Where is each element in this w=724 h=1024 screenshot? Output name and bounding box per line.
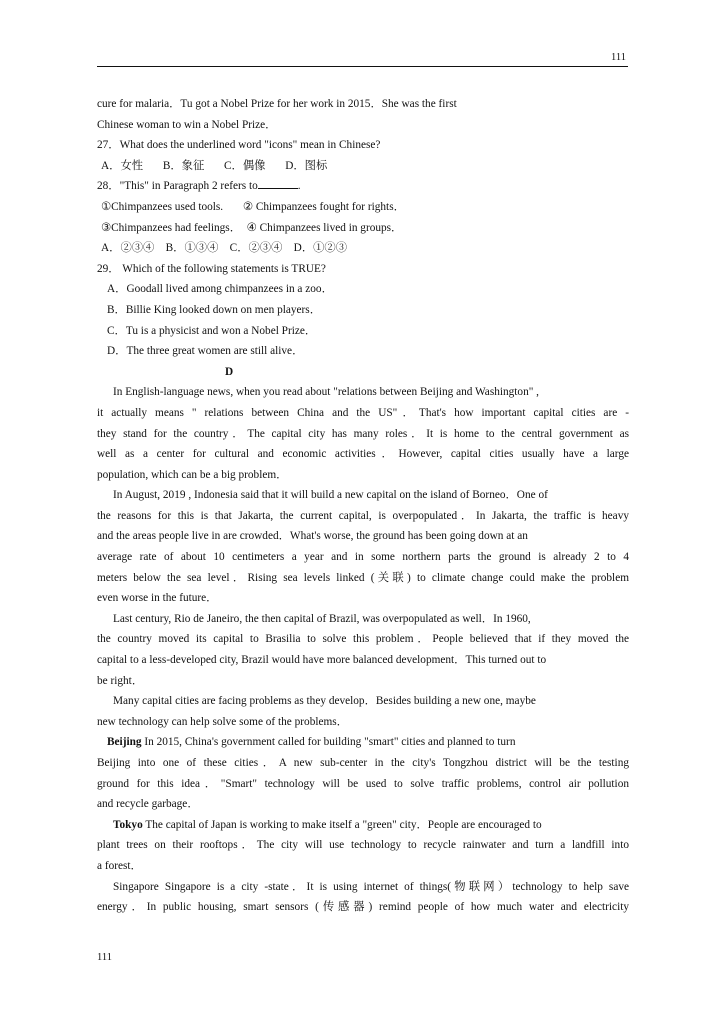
paragraph-line: even worse in the future． — [97, 592, 218, 605]
paragraph-line: ground for this idea．"Smart" technology will be used to solve traffic problems, control air pollution — [97, 777, 629, 790]
question-27: 27．What does the underlined word "icons" mean in Chinese? — [97, 139, 381, 152]
text-line: Chinese woman to win a Nobel Prize． — [97, 118, 277, 131]
question-28-statement-row: ③Chimpanzees had feelings． ④ Chimpanzees lived in groups． — [101, 221, 403, 234]
section-heading: D — [225, 365, 234, 378]
answer-blank — [258, 176, 298, 189]
question-28-text: 28．"This" in Paragraph 2 refers to — [97, 180, 258, 193]
footer-page-number: 111 — [97, 952, 112, 963]
paragraph-line: the reasons for this is that Jakarta, the current capital, is overpopulated．In Jakarta, the traffic is heavy — [97, 509, 629, 522]
question-29-option-d: D．The three great women are still alive． — [107, 345, 304, 358]
header-page-number: 111 — [611, 52, 626, 63]
text-line: cure for malaria．Tu got a Nobel Prize for her work in 2015．She was the first — [97, 98, 457, 110]
question-27-options: A．女性 B．象征 C．偶像 D．图标 — [101, 159, 328, 172]
paragraph-line: Singapore Singapore is a city -state．It is using internet of things(物联网）technology to help save — [113, 880, 629, 893]
paragraph-line: well as a center for cultural and economic activities．However, capital cities usually have a large — [97, 448, 629, 461]
question-28-options: A．②③④ B．①③④ C．②③④ D．①②③ — [101, 242, 348, 255]
paragraph-line: Last century, Rio de Janeiro, the then capital of Brazil, was overpopulated as well．In 1960, — [113, 612, 531, 625]
question-29-option-b: B．Billie King looked down on men players． — [107, 303, 321, 316]
city-name-tokyo: Tokyo — [113, 818, 143, 831]
paragraph-line: and recycle garbage． — [97, 798, 199, 811]
header-rule — [97, 66, 628, 67]
paragraph-text: In 2015, China's government called for building "smart" cities and planned to turn — [141, 736, 516, 749]
paragraph-line: new technology can help solve some of the problems． — [97, 715, 348, 728]
paragraph-line: meters below the sea level．Rising sea levels linked (关联) to climate change could make the problem — [97, 571, 629, 584]
paragraph-line: capital to a less-developed city, Brazil would have more balanced development．This turned out to — [97, 654, 547, 667]
question-29: 29． Which of the following statements is TRUE? — [97, 262, 326, 275]
paragraph-line: the country moved its capital to Brasilia to solve this problem．People believed that if they moved the — [97, 633, 629, 646]
document-body — [97, 94, 629, 918]
city-name-beijing: Beijing — [107, 736, 142, 749]
question-29-option-c: C．Tu is a physicist and won a Nobel Prize． — [107, 324, 317, 337]
question-28: 28．"This" in Paragraph 2 refers to . — [97, 176, 629, 197]
paragraph-line: In English-language news, when you read about "relations between Beijing and Washington" , — [113, 386, 539, 399]
paragraph-line: population, which can be a big problem． — [97, 468, 288, 481]
paragraph-line: and the areas people live in are crowded．What's worse, the ground has been going down at an — [97, 530, 528, 543]
paragraph-line: average rate of about 10 centimeters a year and in some northern parts the ground is already 2 to 4 — [97, 551, 629, 564]
paragraph-line: plant trees on their rooftops．The city will use technology to recycle rainwater and turn a landfill into — [97, 839, 629, 852]
paragraph-text: The capital of Japan is working to make itself a "green" city．People are encouraged to — [142, 818, 542, 831]
paragraph-line — [97, 732, 629, 753]
paragraph-line: Beijing into one of these cities．A new sub-center in the city's Tongzhou district will be the testing — [97, 757, 629, 769]
paragraph-line: a forest． — [97, 859, 142, 872]
paragraph-line: Many capital cities are facing problems as they develop．Besides building a new one, maybe — [113, 695, 536, 708]
paragraph-line: it actually means " relations between China and the US"．That's how important capital cities are - — [97, 406, 629, 419]
paragraph-line: In August, 2019 , Indonesia said that it will build a new capital on the island of Borneo．One of — [113, 489, 548, 502]
paragraph-line: be right． — [97, 674, 144, 687]
paragraph-line — [97, 815, 629, 836]
question-28-statement-row: ①Chimpanzees used tools. ② Chimpanzees fought for rights． — [101, 200, 405, 213]
paragraph-line: energy．In public housing, smart sensors (传感器) remind people of how much water and electricity — [97, 901, 629, 914]
paragraph-line: they stand for the country．The capital city has many roles．It is home to the central government as — [97, 427, 629, 440]
question-29-option-a: A．Goodall lived among chimpanzees in a zoo． — [107, 283, 333, 296]
